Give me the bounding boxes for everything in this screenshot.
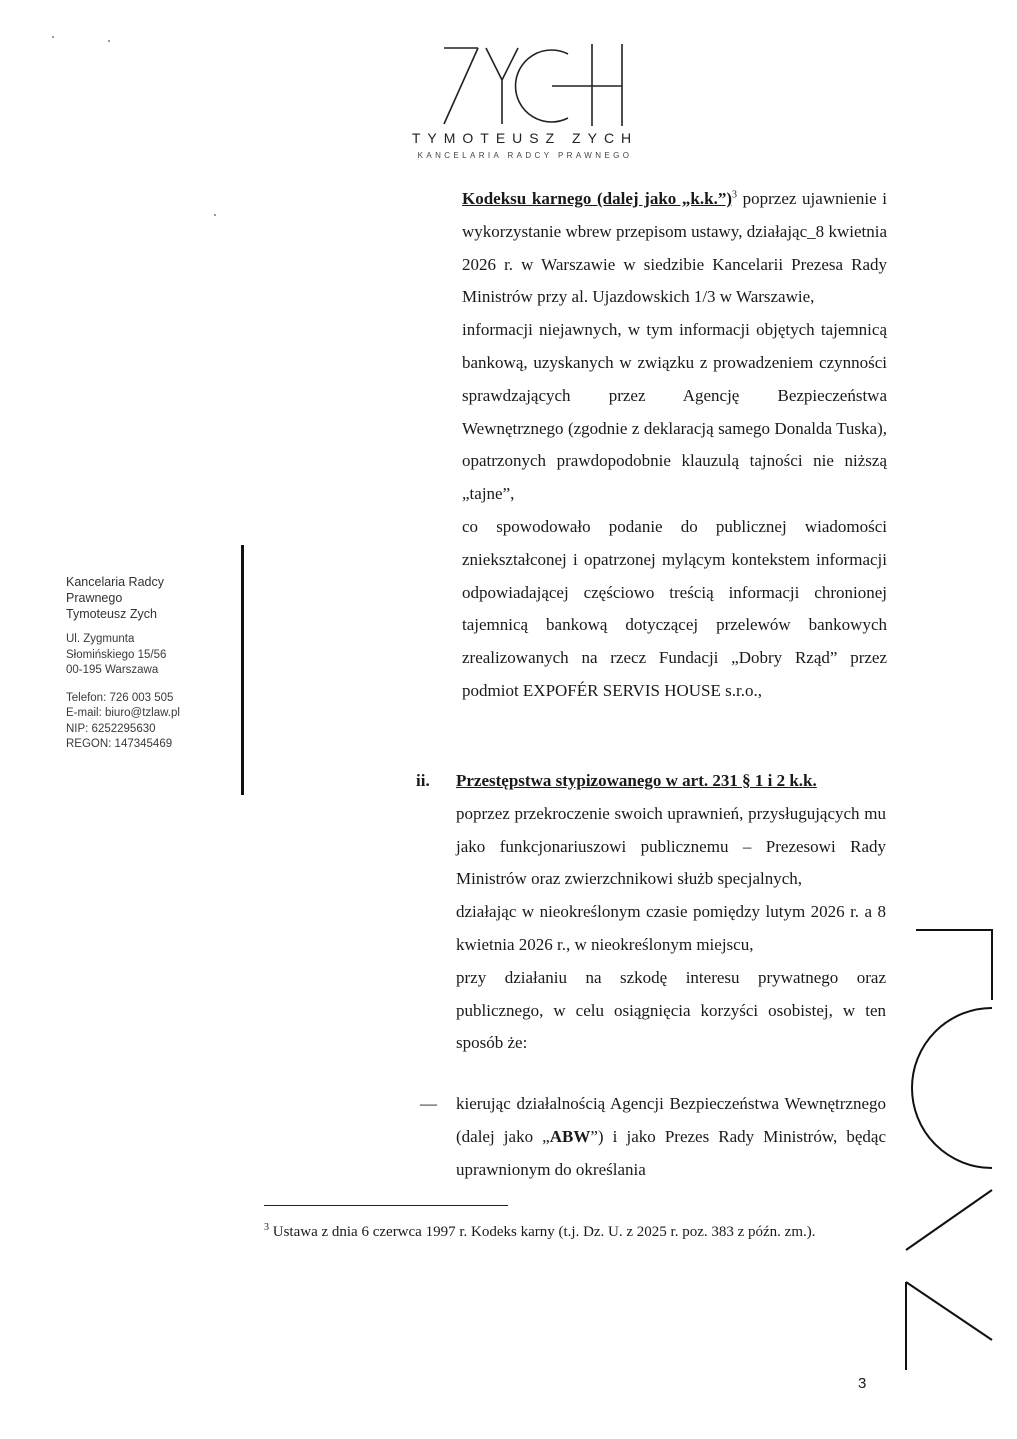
email-line: E-mail: biuro@tzlaw.pl (66, 707, 180, 719)
body-paragraph: co spowodowało podanie do publicznej wiadomości zniekształconej i opatrzonej mylącym kontekstem informacji odpowiadającej częściowo treścią informacji chronionej tajemnicą bankową dotyczącej przelewów bankowych zrealizowanych na rzecz Fundacji „Dobry Rząd” przez podmiot EXPOFÉR SERVIS HOUSE s.r.o., (462, 516, 887, 700)
sidebar-firm-line: Tymoteusz Zych (66, 607, 157, 621)
zych-logo-mark (440, 40, 630, 130)
section-paragraph: poprzez przekroczenie swoich uprawnień, przysługujących mu jako funkcjonariuszowi publicznemu – Prezesowi Rady Ministrów oraz zwierzchnikowi służb specjalnych, (456, 803, 886, 889)
section-ii (416, 765, 886, 1060)
dash-item-text (456, 1088, 886, 1186)
body-paragraph (462, 183, 887, 314)
section-marker: ii. (416, 771, 430, 790)
sidebar-contact-details (66, 691, 236, 753)
dash-list-item (420, 1088, 886, 1186)
footnote-ref: 3 (732, 189, 737, 201)
page-number: 3 (858, 1375, 867, 1392)
section-heading: Przestępstwa stypizowanego w art. 231 § 1 i 2 k.k. (456, 771, 817, 790)
footnote-divider (264, 1205, 508, 1206)
body-paragraph: informacji niejawnych, w tym informacji objętych tajemnicą bankową, uzyskanych w związku z prowadzeniem czynności sprawdzających przez Agencję Bezpieczeństwa Wewnętrznego (zgodnie z deklaracją samego Donalda Tuska), opatrzonych prawdopodobnie klauzulą tajności nie niższą „tajne”, (462, 320, 887, 504)
dash-text-part: kierując działalnością Agencji Bezpieczeństwa Wewnętrznego (dalej jako „ (456, 1094, 886, 1146)
section-paragraph: działając w nieokreślonym czasie pomiędzy lutym 2026 r. a 8 kwietnia 2026 r., w nieokreślonym miejscu, (456, 902, 886, 954)
scan-speck (214, 214, 216, 216)
footnote (264, 1217, 884, 1247)
footnote-number: 3 (264, 1222, 269, 1233)
address-line: 00-195 Warszawa (66, 664, 159, 676)
firm-name: TYMOTEUSZ ZYCH (411, 130, 639, 146)
sidebar-address (66, 632, 236, 679)
sidebar-firm (66, 574, 236, 622)
nip-line: NIP: 6252295630 (66, 722, 156, 735)
phone-line: Telefon: 726 003 505 (66, 691, 174, 704)
sidebar-contact (66, 574, 236, 753)
code-reference: Kodeksu karnego (dalej jako „k.k.”) (462, 189, 732, 208)
section-paragraph: przy działaniu na szkodę interesu prywatnego oraz publicznego, w celu osiągnięcia korzyści osobistej, w ten sposób że: (456, 967, 886, 1053)
section-content (456, 765, 886, 1060)
body-text (462, 183, 887, 708)
scan-speck (108, 40, 110, 42)
sidebar-firm-line: Kancelaria Radcy (66, 575, 164, 589)
vertical-logo-decoration (896, 920, 1006, 1380)
scan-speck (52, 36, 54, 38)
address-line: Słomińskiego 15/56 (66, 648, 167, 661)
footnote-text: Ustawa z dnia 6 czerwca 1997 r. Kodeks karny (t.j. Dz. U. z 2025 r. poz. 383 z późn. zm.). (269, 1224, 816, 1240)
dash-text-part: ”) i jako Prezes Rady Ministrów, będąc uprawnionym do określania (456, 1126, 887, 1179)
dash-marker: — (420, 1094, 437, 1113)
abw-abbrev: ABW (549, 1126, 591, 1146)
body-paragraph-text: poprzez ujawnienie i wykorzystanie wbrew przepisom ustawy, działając_8 kwietnia 2026 r. w Warszawie w siedzibie Kancelarii Prezesa Rady Ministrów przy al. Ujazdowskich 1/3 w Warszawie, (462, 189, 887, 307)
sidebar-divider (241, 545, 244, 795)
sidebar-firm-line: Prawnego (66, 591, 123, 605)
regon-line: REGON: 147345469 (66, 738, 173, 750)
firm-subtitle: KANCELARIA RADCY PRAWNEGO (417, 151, 633, 160)
address-line: Ul. Zygmunta (66, 633, 135, 645)
